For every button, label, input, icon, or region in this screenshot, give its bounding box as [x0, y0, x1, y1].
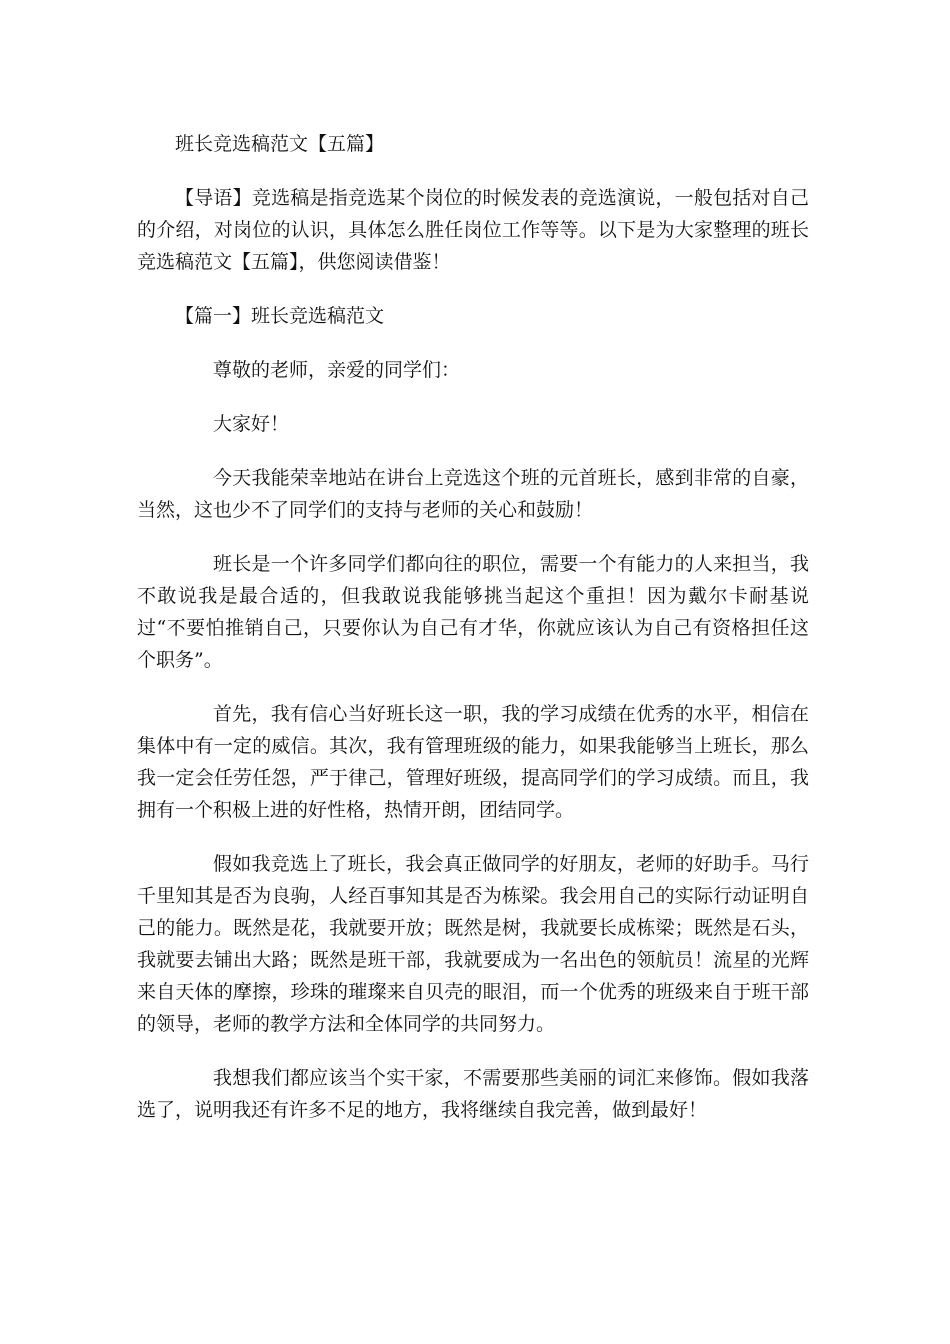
salutation: 尊敬的老师，亲爱的同学们：	[213, 359, 461, 381]
body-paragraph-1: 今天我能荣幸地站在讲台上竞选这个班的元首班长，感到非常的自豪，当然，这也少不了同学们的支持与老师的关心和鼓励！	[137, 467, 809, 521]
document-body	[137, 128, 809, 1148]
greeting: 大家好！	[213, 413, 290, 435]
intro-paragraph: 【导语】竞选稿是指竞选某个岗位的时候发表的竞选演说，一般包括对自己的介绍，对岗位的认识，具体怎么胜任岗位工作等等。以下是为大家整理的班长竞选稿范文【五篇】，供您阅读借鉴！	[137, 187, 809, 273]
document-title: 班长竞选稿范文【五篇】	[175, 133, 385, 155]
body-paragraph-2: 班长是一个许多同学们都向往的职位，需要一个有能力的人来担当，我不敢说我是最合适的，但我敢说我能够挑当起这个重担！因为戴尔卡耐基说过“不要怕推销自己，只要你认为自己有才华，你就应该认为自己有资格担任这个职务”。	[137, 553, 809, 671]
body-paragraph-4: 假如我竞选上了班长，我会真正做同学的好朋友，老师的好助手。马行千里知其是否为良驹，人经百事知其是否为栋梁。我会用自己的实际行动证明自己的能力。既然是花，我就要开放；既然是树，我就要长成栋梁；既然是石头，我就要去铺出大路；既然是班干部，我就要成为一名出色的领航员！流星的光辉来自天体的摩擦，珍珠的璀璨来自贝壳的眼泪，而一个优秀的班级来自于班干部的领导，老师的教学方法和全体同学的共同努力。	[137, 853, 809, 1035]
section-heading: 【篇一】班长竞选稿范文	[175, 305, 385, 327]
body-paragraph-3: 首先，我有信心当好班长这一职，我的学习成绩在优秀的水平，相信在集体中有一定的威信。其次，我有管理班级的能力，如果我能够当上班长，那么我一定会任劳任怨，严于律己，管理好班级，提高同学们的学习成绩。而且，我拥有一个积极上进的好性格，热情开朗，团结同学。	[137, 703, 809, 821]
body-paragraph-5: 我想我们都应该当个实干家，不需要那些美丽的词汇来修饰。假如我落选了，说明我还有许多不足的地方，我将继续自我完善，做到最好！	[137, 1067, 809, 1121]
